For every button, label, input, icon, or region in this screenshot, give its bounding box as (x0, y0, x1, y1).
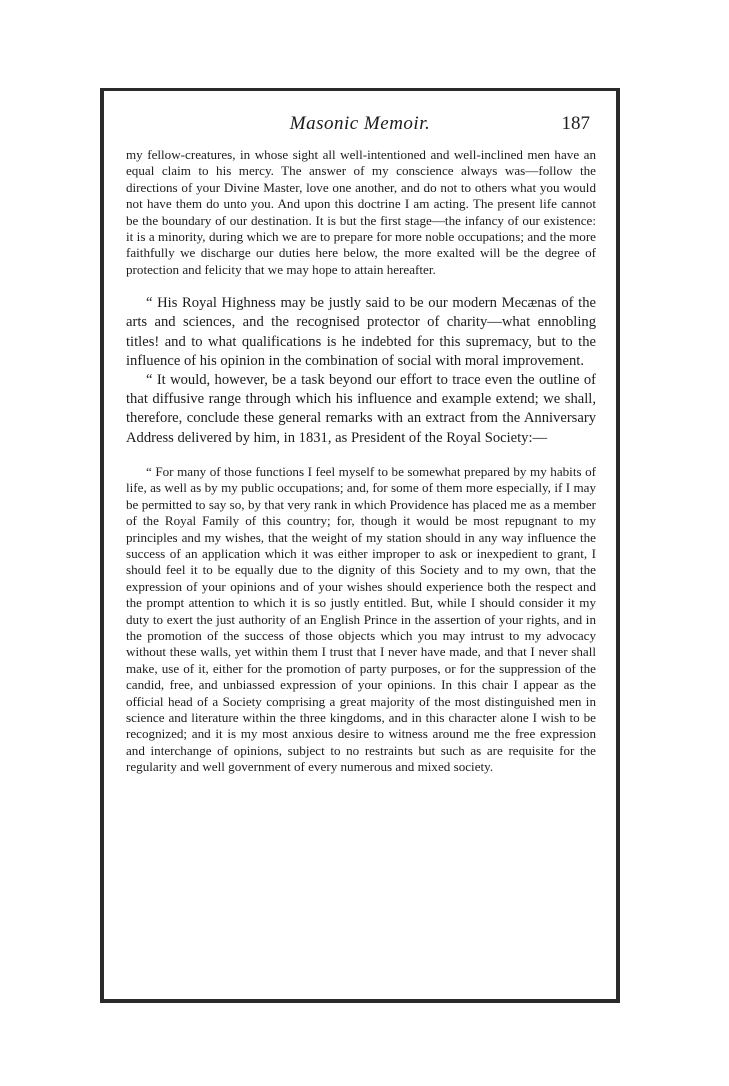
running-head (104, 113, 616, 139)
paragraph-address-quote: “ For many of those functions I feel myself to be somewhat prepared by my habits of life, as well as by my public occupations; and, for some of them more especially, if I may be permitted to say so, by that very rank in which Providence has placed me as a member of the Royal Family of this country; for, though it would be most repugnant to my principles and my wishes, that the weight of my station should in any way influence the success of an application which it was either improper to ask or inexpedient to grant, I should feel it to be equally due to the dignity of this Society and to my own, that the expression of your opinions and of your wishes should experience both the respect and the prompt attention to which it is so justly entitled. But, while I should consider it my duty to exert the just authority of an English Prince in the assertion of your rights, and in the promotion of the success of those objects which you may intrust to my advocacy without these walls, yet within them I trust that I never have made, and that I never shall make, use of it, either for the promotion of party purposes, or for the suppression of the candid, free, and unbiassed expression of your opinions. In this chair I appear as the official head of a Society comprising a great majority of the most distinguished men in science and literature within the three kingdoms, and in this character alone I wish to be recognized; and it is my most anxious desire to witness around me the free expression and interchange of opinions, subject to no restraints but such as are requisite for the regularity and well government of every numerous and mixed society. (126, 463, 596, 775)
page-frame (100, 88, 620, 1003)
paragraph-extract-intro: “ It would, however, be a task beyond our effort to trace even the outline of that diffusive range through which his influence and example extend; we shall, therefore, conclude these general remarks with an extract from the Anniversary Address delivered by him, in 1831, as President of the Royal Society:— (126, 372, 596, 446)
paragraph-royal-highness: “ His Royal Highness may be justly said to be our modern Mecænas of the arts and sciences, and the recognised protector of charity—what ennobling titles! and to what qualifications is he indebted for this supremacy, but to the influence of his opinion in the combination of social with moral improvement. (126, 295, 596, 369)
running-title: Masonic Memoir. (289, 113, 431, 134)
body-text (126, 147, 596, 776)
page-number: 187 (561, 113, 590, 134)
paragraph-continuation: my fellow-creatures, in whose sight all well-intentioned and well-inclined men have an equal claim to his mercy. The answer of my conscience always was—follow the directions of your Divine Master, love one another, and do not to others what you would not have them do unto you. And upon this doctrine I am acting. The present life cannot be the boundary of our destination. It is but the first stage—the infancy of our existence: it is a minority, during which we are to prepare for more noble occupations; and the more faithfully we discharge our duties here below, the more exalted will be the degree of protection and felicity that we may hope to attain hereafter. (126, 147, 596, 277)
